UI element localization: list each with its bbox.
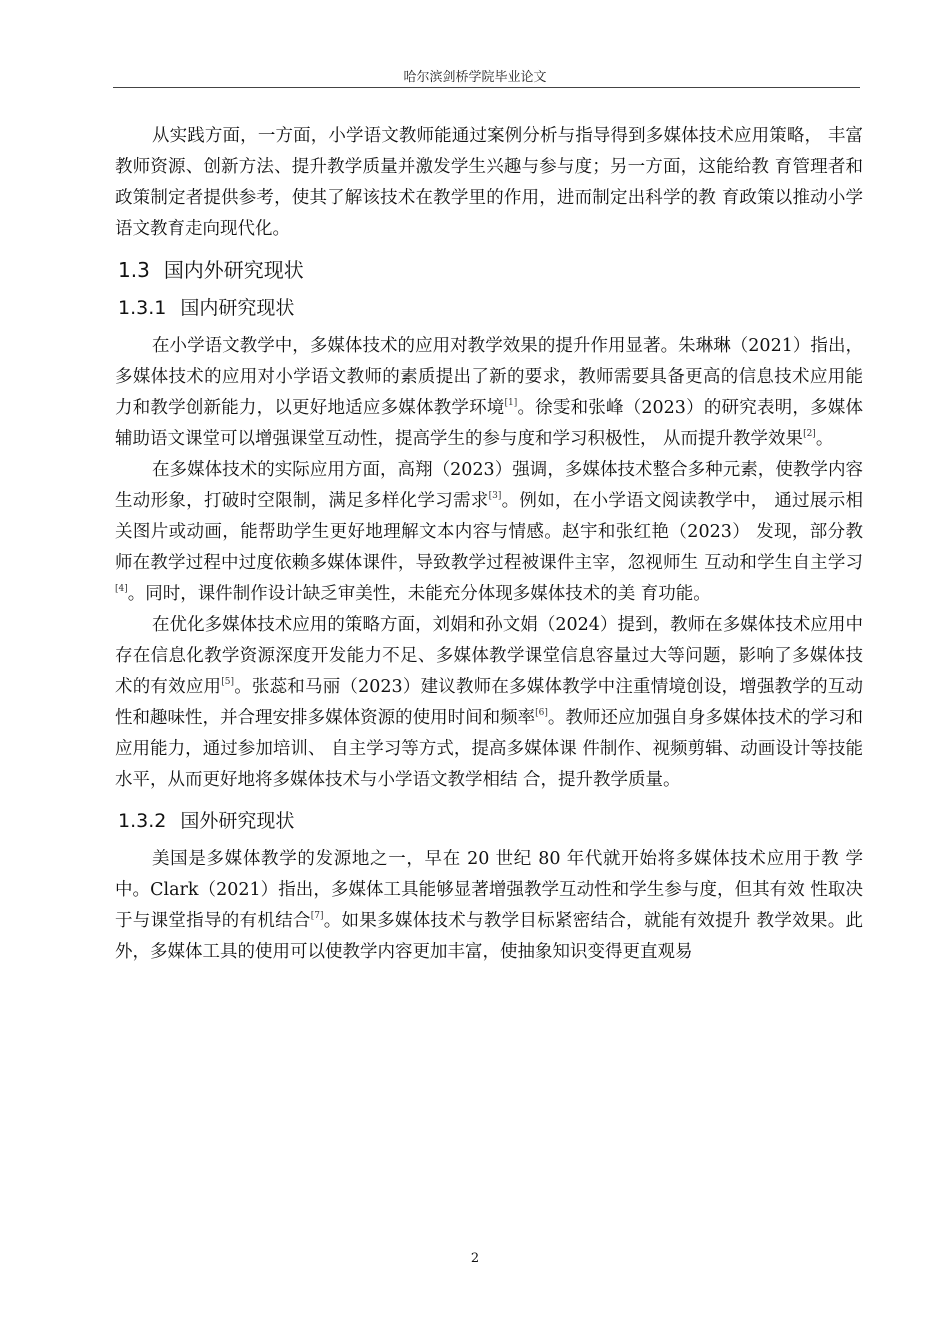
paragraph-text: 。 bbox=[815, 429, 834, 449]
running-header: 哈尔滨剑桥学院毕业论文 bbox=[403, 70, 547, 85]
document-body bbox=[115, 121, 863, 968]
citation-ref-2[interactable]: [2] bbox=[803, 429, 816, 439]
citation-ref-7[interactable]: [7] bbox=[310, 911, 324, 921]
paragraph-domestic-2 bbox=[115, 455, 863, 610]
header-rule bbox=[113, 87, 860, 88]
paragraph-text: 从实践方面，一方面，小学语文教师能通过案例分析与指导得到多媒体技术应用策略， 丰富教师资源、创新方法、提升教学质量并激发学生兴趣与参与度；另一方面，这能给教 育管理者和政策制定者提供参考，使其了解该技术在教学里的作用，进而制定出科学的教 育政策以推动小学语文教育走向现代化。 bbox=[115, 126, 863, 239]
paragraph-text: 。徐雯和张峰（2023）的研究表明，多媒体辅助语文课堂可以增强课堂互动性，提高学生的参与度和学习积极性， 从而提升教学效果 bbox=[115, 398, 863, 449]
section-number: 1.3 bbox=[118, 258, 150, 282]
citation-ref-3[interactable]: [3] bbox=[488, 491, 502, 501]
paragraph-text: 。教师还应加强自身多媒体技术的学习和应用能力，通过参加培训、 自主学习等方式，提高多媒体课 件制作、视频剪辑、动画设计等技能水平，从而更好地将多媒体技术与小学语文教学相结 合，提升教学质量。 bbox=[115, 708, 864, 790]
paragraph-text: 。同时，课件制作设计缺乏审美性，未能充分体现多媒体技术的美 育功能。 bbox=[127, 584, 711, 604]
section-title: 国外研究现状 bbox=[180, 810, 295, 832]
paragraph-text: 在多媒体技术的实际应用方面，高翔（2023）强调，多媒体技术整合多种元素，使教学内容生动形象，打破时空限制，满足多样化学习需求 bbox=[115, 460, 863, 511]
section-title: 国内研究现状 bbox=[180, 297, 295, 319]
section-title: 国内外研究现状 bbox=[163, 258, 304, 282]
citation-ref-4[interactable]: [4] bbox=[115, 584, 128, 594]
paragraph-practical-significance bbox=[115, 121, 863, 245]
paragraph-domestic-1 bbox=[115, 331, 863, 455]
section-heading-1-3-1 bbox=[118, 295, 863, 321]
section-number: 1.3.2 bbox=[118, 810, 167, 832]
citation-ref-5[interactable]: [5] bbox=[221, 677, 234, 687]
citation-ref-1[interactable]: [1] bbox=[504, 398, 518, 408]
paragraph-text: 在小学语文教学中，多媒体技术的应用对教学效果的提升作用显著。朱琳琳（2021）指出，多媒体技术的应用对小学语文教师的素质提出了新的要求，教师需要具备更高的信息技术应用能力和教学创新能力，以更好地适应多媒体教学环境 bbox=[115, 336, 863, 418]
paragraph-text: 。如果多媒体技术与教学目标紧密结合，就能有效提升 教学效果。此外，多媒体工具的使用可以使教学内容更加丰富，使抽象知识变得更直观易 bbox=[115, 911, 864, 962]
paragraph-text: 。例如，在小学语文阅读教学中， 通过展示相关图片或动画，能帮助学生更好地理解文本内容与情感。赵宇和张红艳（2023） 发现，部分教师在教学过程中过度依赖多媒体课件，导致教学过程被课件主宰，忽视师生 互动和学生自主学习 bbox=[115, 491, 863, 573]
section-heading-1-3 bbox=[118, 257, 863, 283]
paragraph-foreign-1 bbox=[115, 844, 863, 968]
paragraph-text: 美国是多媒体教学的发源地之一，早在 20 世纪 80 年代就开始将多媒体技术应用于教 学中。Clark（2021）指出，多媒体工具能够显著增强教学互动性和学生参与度，但其有效 性取决于与课堂指导的有机结合 bbox=[115, 849, 863, 931]
page-number: 2 bbox=[470, 1251, 480, 1266]
paragraph-domestic-3 bbox=[115, 610, 863, 796]
section-heading-1-3-2 bbox=[118, 808, 863, 834]
section-number: 1.3.1 bbox=[118, 297, 167, 319]
paragraph-text: 。张蕊和马丽（2023）建议教师在多媒体教学中注重情境创设，增强教学的互动性和趣味性，并合理安排多媒体资源的使用时间和频率 bbox=[115, 677, 863, 728]
citation-ref-6[interactable]: [6] bbox=[535, 708, 548, 718]
paragraph-text: 在优化多媒体技术应用的策略方面，刘娟和孙文娟（2024）提到，教师在多媒体技术应用中存在信息化教学资源深度开发能力不足、多媒体教学课堂信息容量过大等问题，影响了多媒体技术的有效应用 bbox=[115, 615, 863, 697]
